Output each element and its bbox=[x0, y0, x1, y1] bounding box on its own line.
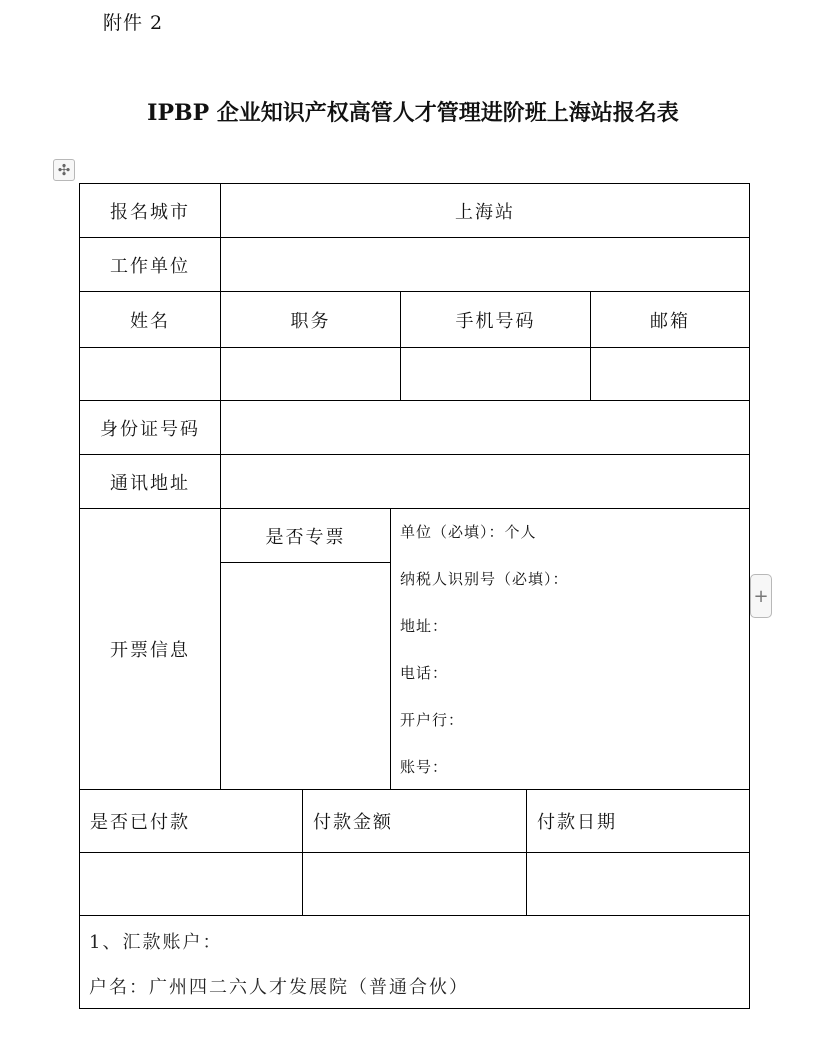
remit-account-name: 户名：广州四二六人才发展院（普通合伙） bbox=[89, 977, 469, 998]
name-header: 姓名 bbox=[130, 310, 170, 332]
phone-header: 手机号码 bbox=[455, 310, 536, 332]
invoice-unit: 单位（必填）：个人 bbox=[400, 523, 537, 541]
id-field[interactable] bbox=[221, 401, 749, 454]
page-title: IPBP 企业知识产权高管人才管理进阶班上海站报名表 bbox=[147, 100, 679, 126]
invoice-label: 开票信息 bbox=[110, 640, 190, 661]
invoice-bank: 开户行： bbox=[400, 711, 465, 729]
invoice-tax-id: 纳税人识别号（必填）： bbox=[400, 570, 569, 588]
row-divider bbox=[79, 915, 750, 916]
paid-field[interactable] bbox=[80, 853, 302, 915]
invoice-phone: 电话： bbox=[400, 664, 449, 682]
position-field[interactable] bbox=[221, 348, 400, 400]
date-field[interactable] bbox=[527, 853, 749, 915]
address-label: 通讯地址 bbox=[110, 472, 190, 494]
attachment-label: 附件 2 bbox=[103, 12, 164, 34]
remit-account-label: 1、汇款账户： bbox=[89, 932, 223, 953]
city-label: 报名城市 bbox=[110, 201, 190, 223]
address-field[interactable] bbox=[221, 455, 749, 508]
employer-field[interactable] bbox=[221, 238, 749, 291]
table-border-bottom bbox=[79, 1008, 750, 1009]
amount-field[interactable] bbox=[303, 853, 526, 915]
email-field[interactable] bbox=[591, 348, 749, 400]
employer-label: 工作单位 bbox=[110, 255, 190, 277]
city-value[interactable]: 上海站 bbox=[455, 201, 515, 223]
column-divider bbox=[390, 508, 391, 790]
invoice-address: 地址： bbox=[400, 617, 449, 635]
name-field[interactable] bbox=[80, 348, 220, 400]
amount-header: 付款金额 bbox=[313, 812, 393, 833]
table-border-right bbox=[749, 183, 750, 1009]
position-header: 职务 bbox=[290, 310, 331, 332]
phone-field[interactable] bbox=[401, 348, 590, 400]
add-icon[interactable]: + bbox=[750, 574, 772, 618]
email-header: 邮箱 bbox=[650, 310, 690, 332]
invoice-account: 账号： bbox=[400, 758, 449, 776]
id-label: 身份证号码 bbox=[100, 418, 200, 440]
date-header: 付款日期 bbox=[537, 812, 617, 833]
move-icon[interactable]: ✣ bbox=[53, 159, 75, 181]
special-invoice-field[interactable] bbox=[221, 563, 390, 789]
paid-header: 是否已付款 bbox=[90, 812, 190, 833]
special-invoice-label: 是否专票 bbox=[265, 526, 346, 548]
